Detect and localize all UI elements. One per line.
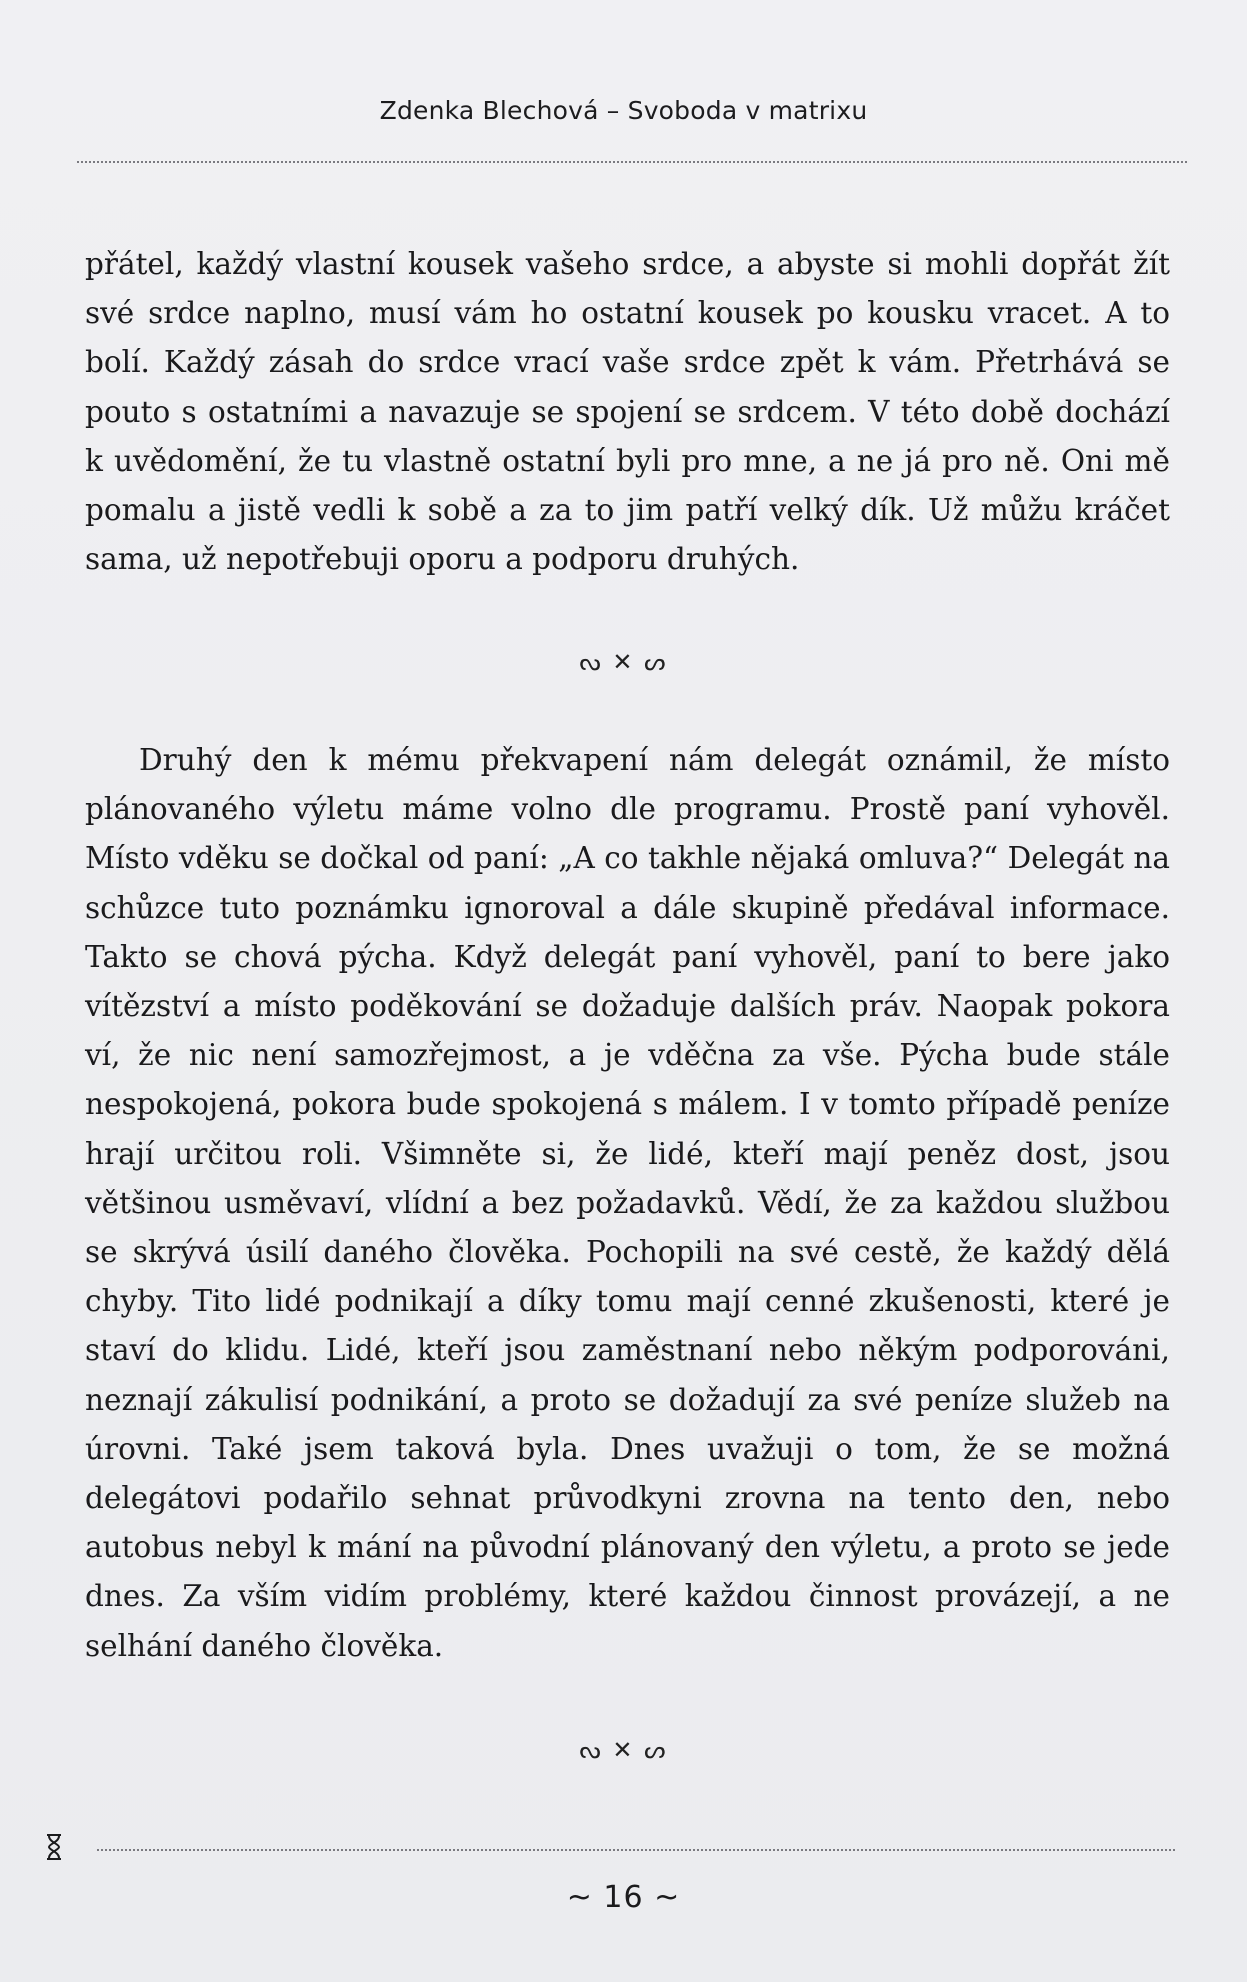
paragraph-2: Druhý den k mému překvapení nám delegát oznámil, že místo plánovaného výletu máme volno dle programu. Prostě paní vyhověl. Místo vděku se dočkal od paní: „A co takhle nějaká omluva?“ Delegát na schůzce tuto poznámku ignoroval a dále skupině předával informace. Takto se chová pýcha. Když delegát paní vyhověl, paní to bere jako vítězství a místo poděkování se dožaduje dalších práv. Naopak pokora ví, že nic není samozřejmost, a je vděčna za vše. Pýcha bude stále nespokojená, pokora bude spokojená s málem. I v tomto případě peníze hrají určitou roli. Všimněte si, že lidé, kteří mají peněz dost, jsou většinou usměvaví, vlídní a bez požadavků. Vědí, že za každou službou se skrývá úsilí daného člověka. Pochopili na své cestě, že každý dělá chyby. Tito lidé podnikají a díky tomu mají cenné zkušenosti, které je staví do klidu. Lidé, kteří jsou zaměstnaní nebo někým podporováni, neznají zákulisí podnikání, a proto se dožadují za své peníze služeb na úrovni. Také jsem taková byla. Dnes uvažuji o tom, že se možná delegátovi podařilo sehnat průvodkyni zrovna na tento den, nebo autobus nebyl k mání na původní plánovaný den výletu, a proto se jede dnes. Za vším vidím problémy, které každou činnost provázejí, a ne selhání daného člověka. [85,743,1170,1663]
paragraph-1: přátel, každý vlastní kousek vašeho srdce, a abyste si mohli dopřát žít své srdce naplno, musí vám ho ostatní kousek po kousku vracet. A to bolí. Každý zásah do srdce vrací vaše srdce zpět k vám. Přetrhává se pouto s ostatními a navazuje se spojení se srdcem. V této době dochází k uvědomění, že tu vlastně ostatní byli pro mne, a ne já pro ně. Oni mě pomalu a jistě vedli k sobě a za to jim patří velký dík. Už můžu kráčet sama, už nepotřebuji oporu a podporu druhých. [85,247,1170,577]
header-dotted-rule [77,161,1187,163]
footer-dotted-rule [97,1849,1175,1851]
section-ornament-1: ᔓ ✕ ᔕ [579,648,668,676]
running-header-title: Zdenka Blechová – Svoboda v matrixu [379,96,868,125]
section-ornament-2: ᔓ ✕ ᔕ [579,1736,668,1764]
page-number: ~ 16 ~ [566,1880,681,1915]
hourglass-icon [45,1834,63,1860]
